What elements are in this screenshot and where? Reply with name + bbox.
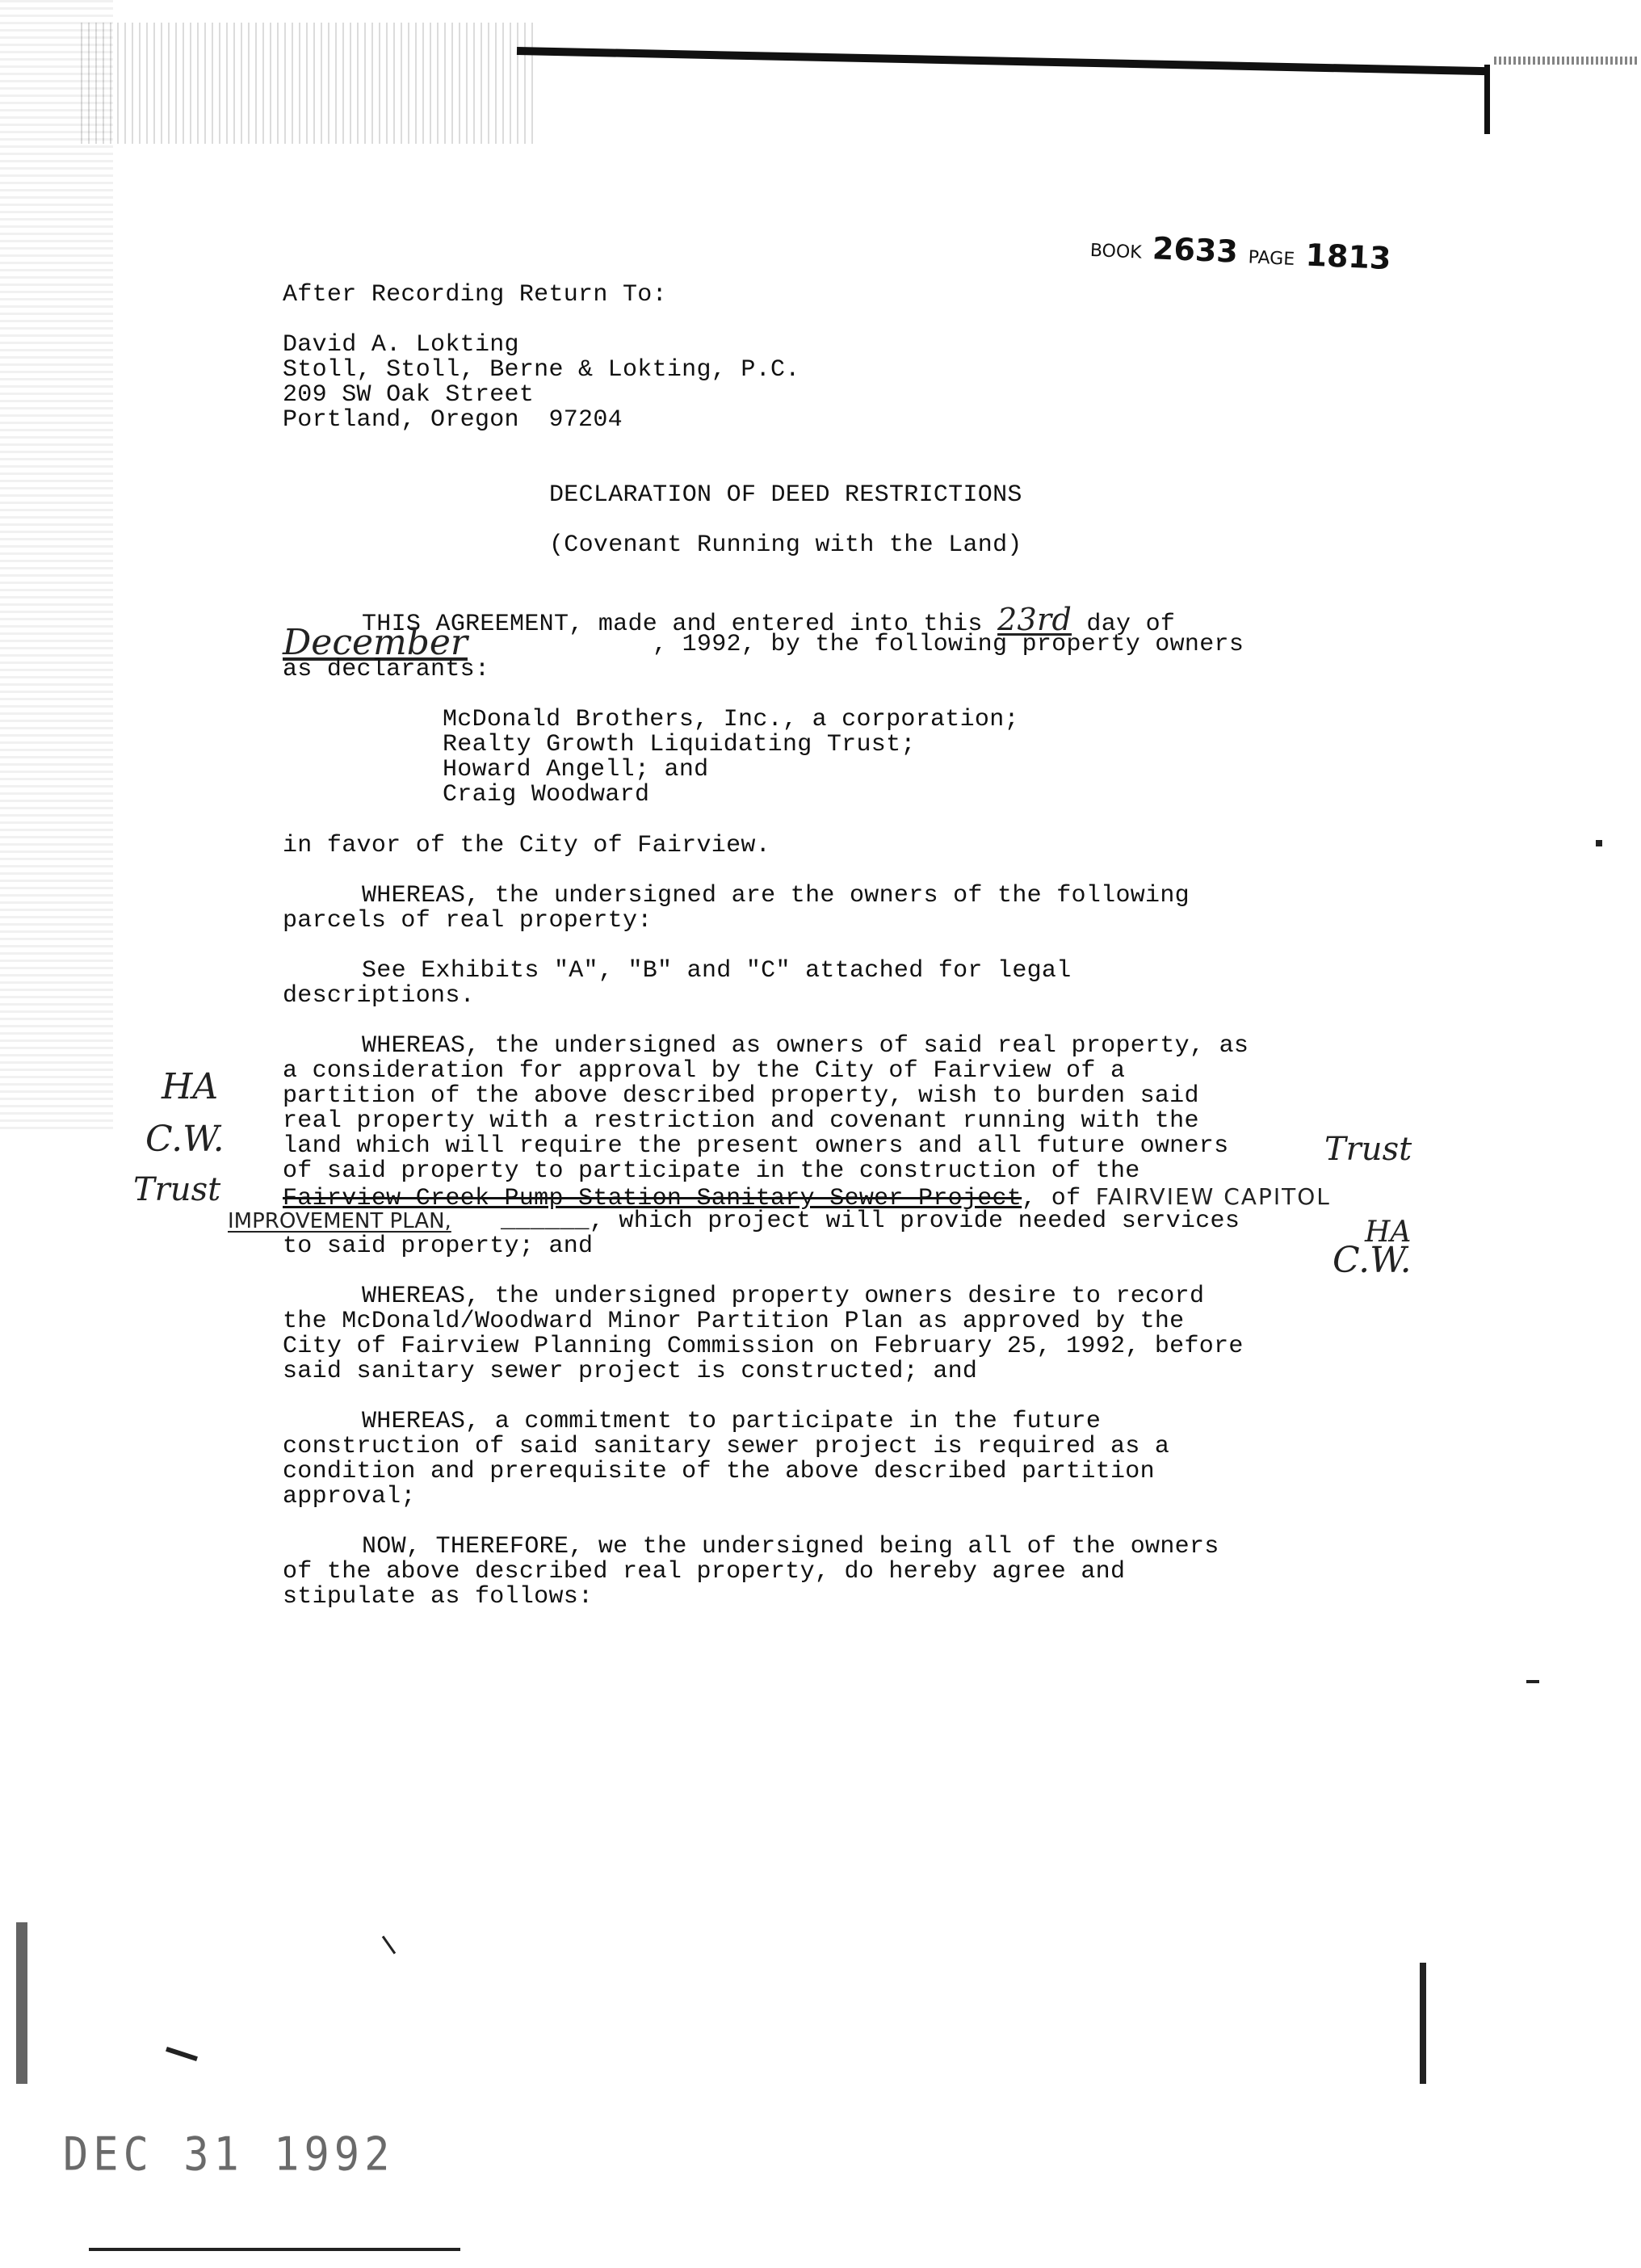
whereas-1-line: WHEREAS, the undersigned are the owners of the following [362,882,1190,909]
whereas-3-line: WHEREAS, the undersigned property owners desire to record [362,1283,1205,1310]
project-suffix: , of [1022,1185,1081,1212]
declarant: Craig Woodward [443,781,650,808]
scan-speck [1420,1963,1426,2084]
document-subtitle: (Covenant Running with the Land) [549,531,1022,559]
return-to-heading: After Recording Return To: [283,281,667,309]
whereas-4-line: WHEREAS, a commitment to participate in the future [362,1408,1102,1435]
exhibits-line: See Exhibits "A", "B" and "C" attached for legal [362,957,1072,985]
agreement-text: THIS AGREEMENT, made and entered into this [362,611,983,638]
whereas-2-line: WHEREAS, the undersigned as owners of said real property, as [362,1032,1249,1060]
agreement-line-3: as declarants: [283,656,490,683]
whereas-2-line: to said property; and [283,1233,594,1260]
whereas-1-line: parcels of real property: [283,907,653,934]
margin-initials-right: Trust [1324,1131,1412,1168]
return-to-line: Portland, Oregon 97204 [283,406,623,434]
scan-corner-mark [1484,65,1490,134]
scan-speck [16,1922,27,2084]
return-to-line: Stoll, Stoll, Berne & Lokting, P.C. [283,356,800,384]
handwritten-month: December [283,622,468,663]
agreement-text: day of [1086,611,1176,638]
therefore-line: stipulate as follows: [283,1583,594,1611]
book-page-reference [1089,228,1391,276]
margin-initials-right: HA [1365,1216,1412,1249]
in-favor-line: in favor of the City of Fairview. [283,832,770,859]
scan-speck [1596,840,1602,846]
scan-bottom-rule [89,2248,460,2251]
whereas-2-line: real property with a restriction and covenant running with the [283,1107,1199,1135]
whereas-2-line: ______, which project will provide needed services [501,1208,1240,1235]
handwritten-day: 23rd [997,602,1072,637]
page-number: 1813 [1304,237,1392,277]
margin-initials-left: Trust [133,1171,221,1208]
therefore-line: of the above described real property, do hereby agree and [283,1558,1126,1586]
scan-top-right-noise [1494,57,1639,65]
whereas-3-line: the McDonald/Woodward Minor Partition Plan as approved by the [283,1308,1185,1335]
declarant: Realty Growth Liquidating Trust; [443,731,916,758]
margin-initials-left: C.W. [145,1119,225,1160]
agreement-line-2: , 1992, by the following property owners [653,631,1244,658]
page-label: PAGE [1248,247,1295,270]
whereas-4-line: construction of said sanitary sewer project is required as a [283,1433,1170,1460]
declarant: McDonald Brothers, Inc., a corporation; [443,706,1019,733]
whereas-4-line: condition and prerequisite of the above described partition [283,1458,1155,1485]
document-title: DECLARATION OF DEED RESTRICTIONS [549,481,1022,509]
return-to-line: 209 SW Oak Street [283,381,535,409]
scan-speck [382,1935,396,1954]
scan-edge-noise-left [0,0,113,1131]
recording-date-stamp: DEC 31 1992 [63,2128,395,2182]
handwritten-insert-continued: IMPROVEMENT PLAN, [228,1209,451,1233]
whereas-2-line: a consideration for approval by the City of Fairview of a [283,1057,1126,1085]
margin-initials-left: HA [162,1066,219,1107]
scan-speck [166,2047,198,2061]
scan-speck [1526,1680,1539,1683]
handwritten-insert: FAIRVIEW CAPITOL [1095,1183,1331,1210]
return-to-line: David A. Lokting [283,331,519,359]
whereas-2-line: of said property to participate in the construction of the [283,1157,1140,1185]
therefore-line: NOW, THEREFORE, we the undersigned being all of the owners [362,1533,1219,1560]
margin-initials-right: C.W. [1333,1240,1412,1281]
whereas-4-line: approval; [283,1483,416,1510]
whereas-3-line: said sanitary sewer project is constructed; and [283,1358,978,1385]
book-number: 2633 [1152,230,1239,270]
whereas-2-line: partition of the above described property, wish to burden said [283,1082,1199,1110]
whereas-3-line: City of Fairview Planning Commission on February 25, 1992, before [283,1333,1244,1360]
book-label: BOOK [1089,240,1143,263]
struck-project-name: Fairview Creek Pump Station Sanitary Sewer Project [283,1185,1022,1212]
exhibits-line: descriptions. [283,982,475,1010]
declarant: Howard Angell; and [443,756,709,783]
whereas-2-line: land which will require the present owners and all future owners [283,1132,1229,1160]
scan-edge-noise-top [81,23,533,144]
scan-top-border-line [517,47,1486,75]
